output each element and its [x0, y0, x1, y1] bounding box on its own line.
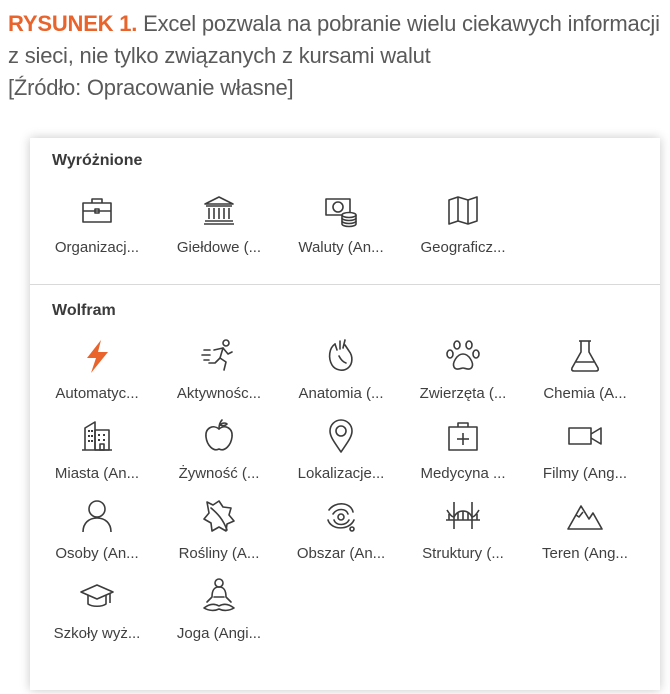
tile-label: Waluty (An... [298, 239, 384, 256]
tile-label: Anatomia (... [298, 385, 384, 402]
running-person-icon [199, 336, 239, 376]
tile-label: Osoby (An... [55, 545, 139, 562]
flask-icon [565, 336, 605, 376]
data-type-anatomy[interactable] [280, 336, 402, 416]
tile-label: Teren (Ang... [542, 545, 628, 562]
data-type-organizations[interactable] [36, 190, 158, 270]
data-type-automatic[interactable] [36, 336, 158, 416]
mountains-icon [565, 496, 605, 536]
figure-caption [8, 8, 658, 104]
wolfram-grid [36, 336, 646, 656]
caption-line-1 [8, 8, 658, 40]
heart-anatomy-icon [321, 336, 361, 376]
data-types-gallery [30, 138, 660, 690]
tile-label: Obszar (An... [296, 545, 386, 562]
data-type-chemistry[interactable] [524, 336, 646, 416]
tile-label: Miasta (An... [54, 465, 140, 482]
video-camera-icon [565, 416, 605, 456]
caption-line-2: z sieci, nie tylko związanych z kursami walut [8, 43, 431, 68]
section-divider [30, 284, 660, 285]
data-type-currencies[interactable] [280, 190, 402, 270]
data-type-movies[interactable] [524, 416, 646, 496]
data-type-locations[interactable] [280, 416, 402, 496]
medical-kit-icon [443, 416, 483, 456]
data-type-activities[interactable] [158, 336, 280, 416]
data-type-geography[interactable] [402, 190, 524, 270]
lightning-icon [77, 336, 117, 376]
caption-source: [Źródło: Opracowanie własne] [8, 75, 294, 100]
caption-text-1: Excel pozwala na pobranie wielu ciekawych informacji [137, 11, 660, 36]
tile-label: Filmy (Ang... [542, 465, 628, 482]
tile-label: Chemia (A... [543, 385, 627, 402]
featured-grid [36, 190, 646, 270]
graduation-cap-icon [77, 576, 117, 616]
figure-label: RYSUNEK 1. [8, 11, 138, 36]
data-type-medicine[interactable] [402, 416, 524, 496]
leaf-icon [199, 496, 239, 536]
tile-label: Aktywnośc... [176, 385, 262, 402]
tile-label: Joga (Angi... [176, 625, 262, 642]
currency-icon [321, 190, 361, 230]
data-type-universities[interactable] [36, 576, 158, 656]
data-type-structures[interactable] [402, 496, 524, 576]
paw-print-icon [443, 336, 483, 376]
tile-label: Żywność (... [178, 465, 260, 482]
yoga-icon [199, 576, 239, 616]
tile-label: Lokalizacje... [297, 465, 385, 482]
tile-label: Geograficz... [420, 239, 506, 256]
tile-label: Zwierzęta (... [419, 385, 507, 402]
data-type-animals[interactable] [402, 336, 524, 416]
section-title-wolfram: Wolfram [52, 302, 116, 319]
data-type-space[interactable] [280, 496, 402, 576]
section-title-featured: Wyróżnione [52, 152, 143, 169]
data-type-people[interactable] [36, 496, 158, 576]
briefcase-icon [77, 190, 117, 230]
person-icon [77, 496, 117, 536]
bank-icon [199, 190, 239, 230]
galaxy-icon [321, 496, 361, 536]
city-buildings-icon [77, 416, 117, 456]
tile-label: Giełdowe (... [176, 239, 262, 256]
bridge-icon [443, 496, 483, 536]
data-type-cities[interactable] [36, 416, 158, 496]
map-icon [443, 190, 483, 230]
data-type-stocks[interactable] [158, 190, 280, 270]
tile-label: Automatyc... [55, 385, 139, 402]
tile-label: Medycyna ... [420, 465, 506, 482]
tile-label: Organizacj... [54, 239, 140, 256]
tile-label: Struktury (... [422, 545, 504, 562]
apple-icon [199, 416, 239, 456]
data-type-terrain[interactable] [524, 496, 646, 576]
data-type-food[interactable] [158, 416, 280, 496]
tile-label: Szkoły wyż... [53, 625, 141, 642]
tile-label: Rośliny (A... [178, 545, 260, 562]
location-pin-icon [321, 416, 361, 456]
data-type-yoga[interactable] [158, 576, 280, 656]
data-type-plants[interactable] [158, 496, 280, 576]
